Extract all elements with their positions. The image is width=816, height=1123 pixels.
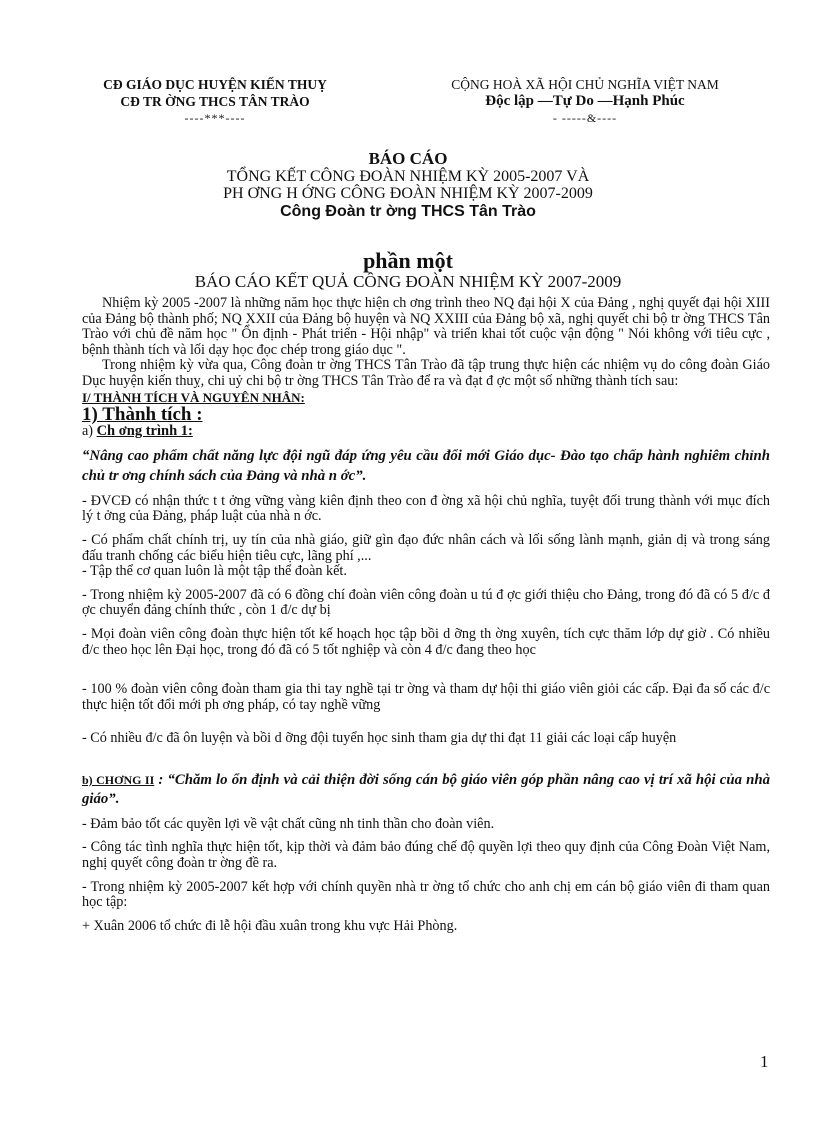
- org-line-2: CĐ TR ỜNG THCS TÂN TRÀO: [120, 94, 310, 109]
- program-a-label: a): [82, 423, 94, 440]
- program-a-title: Ch ơng trình 1:: [96, 423, 193, 440]
- header-organization: [60, 76, 370, 127]
- subsection-heading-achievements: 1) Thành tích :: [82, 404, 203, 426]
- list-item: - Công tác tình nghĩa thực hiện tốt, kịp thời và đảm bảo đúng chế độ quyền lợi theo quy định của Công Đoàn Việt Nam, nghị quyết công đoàn tr ờng đề ra.: [82, 839, 770, 872]
- org-line-1: CĐ GIÁO DỤC HUYỆN KIẾN THUỴ: [103, 77, 327, 92]
- part-title: phần một: [363, 248, 453, 273]
- list-item: - 100 % đoàn viên công đoàn tham gia thi tay nghề tại tr ờng và tham dự hội thi giáo viên giỏi các cấp. Đại đa số các đ/c thực hiện tốt đổi mới ph ơng pháp, có tay nghề vững: [82, 681, 770, 713]
- list-item: - ĐVCĐ có nhận thức t t ởng vững vàng kiên định theo con đ ờng xã hội chủ nghĩa, tuyệt đối trung thành với mục đích lý t ởng của Đảng, pháp luật của nhà n ớc.: [82, 492, 770, 525]
- title-line-1: BÁO CÁO: [368, 149, 448, 168]
- title-line-3: PH ƠNG H ỚNG CÔNG ĐOÀN NHIỆM KỲ 2007-2009: [223, 185, 593, 202]
- header-national-motto: [395, 76, 775, 127]
- paragraph-2: Trong nhiệm kỳ vừa qua, Công đoàn tr ờng THCS Tân Trào đã tập trung thực hiện các nhiệm vụ do công đoàn Giáo Dục huyện kiến thuỵ, chi uỷ chi bộ tr ờng THCS Tân Trào để ra và đạt đ ợc một số những thành tích sau:: [82, 357, 770, 389]
- program-a-quote: “Nâng cao phẩm chất năng lực đội ngũ đáp ứng yêu cầu đổi mới Giáo dục- Đào tạo chấp hành nghiêm chỉnh chủ tr ơng chính sách của Đảng và nhà n ớc”.: [82, 447, 770, 484]
- program-a-heading: [82, 424, 770, 440]
- section-heading-1: I/ THÀNH TÍCH VÀ NGUYÊN NHÂN:: [82, 389, 305, 405]
- document-body: [82, 296, 770, 934]
- program-b-heading: [82, 771, 770, 809]
- program-b-title: : “Chăm lo ổn định và cải thiện đời sống cán bộ giáo viên góp phần nâng cao vị trí xã hội của nhà giáo”.: [82, 771, 771, 807]
- list-item: - Đảm bảo tốt các quyền lợi về vật chất cũng nh tinh thần cho đoàn viên.: [82, 815, 495, 832]
- motto: Độc lập —Tự Do —Hạnh Phúc: [485, 93, 685, 109]
- list-item: - Mọi đoàn viên công đoàn thực hiện tốt kế hoạch học tập bồi d ỡng th ờng xuyên, tích cực thăm lớp dự giờ . Có nhiều đ/c theo học lên Đại học, trong đó đã có 5 tốt nghiệp và còn 4 đ/c đang theo học: [82, 625, 770, 658]
- list-item: - Có nhiều đ/c đã ôn luyện và bồi d ỡng đội tuyển học sinh tham gia dự thi đạt 11 giải các loại cấp huyện: [82, 730, 677, 747]
- program-b-label: b) CHƠNG II: [82, 772, 155, 787]
- page-number: 1: [760, 1052, 769, 1071]
- list-item: - Có phẩm chất chính trị, uy tín của nhà giáo, giữ gìn đạo đức nhân cách và lối sống lành mạnh, giản dị và trong sáng đấu tranh chống các biểu hiện tiêu cực, lãng phí ,...: [82, 531, 770, 564]
- paragraph-1: Nhiệm kỳ 2005 -2007 là những năm học thực hiện ch ơng trình theo NQ đại hội X của Đảng , nghị quyết đại hội XIII của Đảng bộ thành phố; NQ XXII của Đảng bộ huyện và NQ XXIII của Đảng bộ xã, nghị quyết chi bộ tr ờng THCS Tân Trào với chủ đề năm học " Ổn định - Phát triển - Hội nhập" và triển khai tốt cuộc vận động " Nói không với tiêu cực , bệnh thành tích và lối dạy học đọc chép trong giáo dục ".: [82, 295, 770, 358]
- list-item: + Xuân 2006 tổ chức đi lễ hội đầu xuân trong khu vực Hải Phòng.: [82, 917, 458, 934]
- title-line-2: TỔNG KẾT CÔNG ĐOÀN NHIỆM KỲ 2005-2007 VÀ: [226, 168, 590, 185]
- org-separator: ----***----: [184, 111, 246, 125]
- motto-separator: - -----&----: [552, 111, 618, 125]
- country-name: CỘNG HOÀ XÃ HỘI CHỦ NGHĨA VIỆT NAM: [451, 77, 719, 92]
- list-item: - Tập thể cơ quan luôn là một tập thể đoàn kết.: [82, 563, 347, 580]
- list-item: - Trong nhiệm kỳ 2005-2007 kết hợp với chính quyền nhà tr ờng tổ chức cho anh chị em cán bộ giáo viên đi tham quan học tập:: [82, 878, 770, 911]
- title-line-4: Công Đoàn tr ờng THCS Tân Trào: [280, 203, 536, 220]
- part-heading: [100, 250, 716, 291]
- report-title: [100, 150, 716, 222]
- part-subtitle: BÁO CÁO KẾT QUẢ CÔNG ĐOÀN NHIỆM KỲ 2007-2009: [194, 272, 622, 291]
- list-item: - Trong nhiệm kỳ 2005-2007 đã có 6 đồng chí đoàn viên công đoàn u tú đ ợc giới thiệu cho Đảng, trong đó đã có 5 đ/c đ ợc chuyển đảng chính thức , còn 1 đ/c dự bị: [82, 586, 770, 619]
